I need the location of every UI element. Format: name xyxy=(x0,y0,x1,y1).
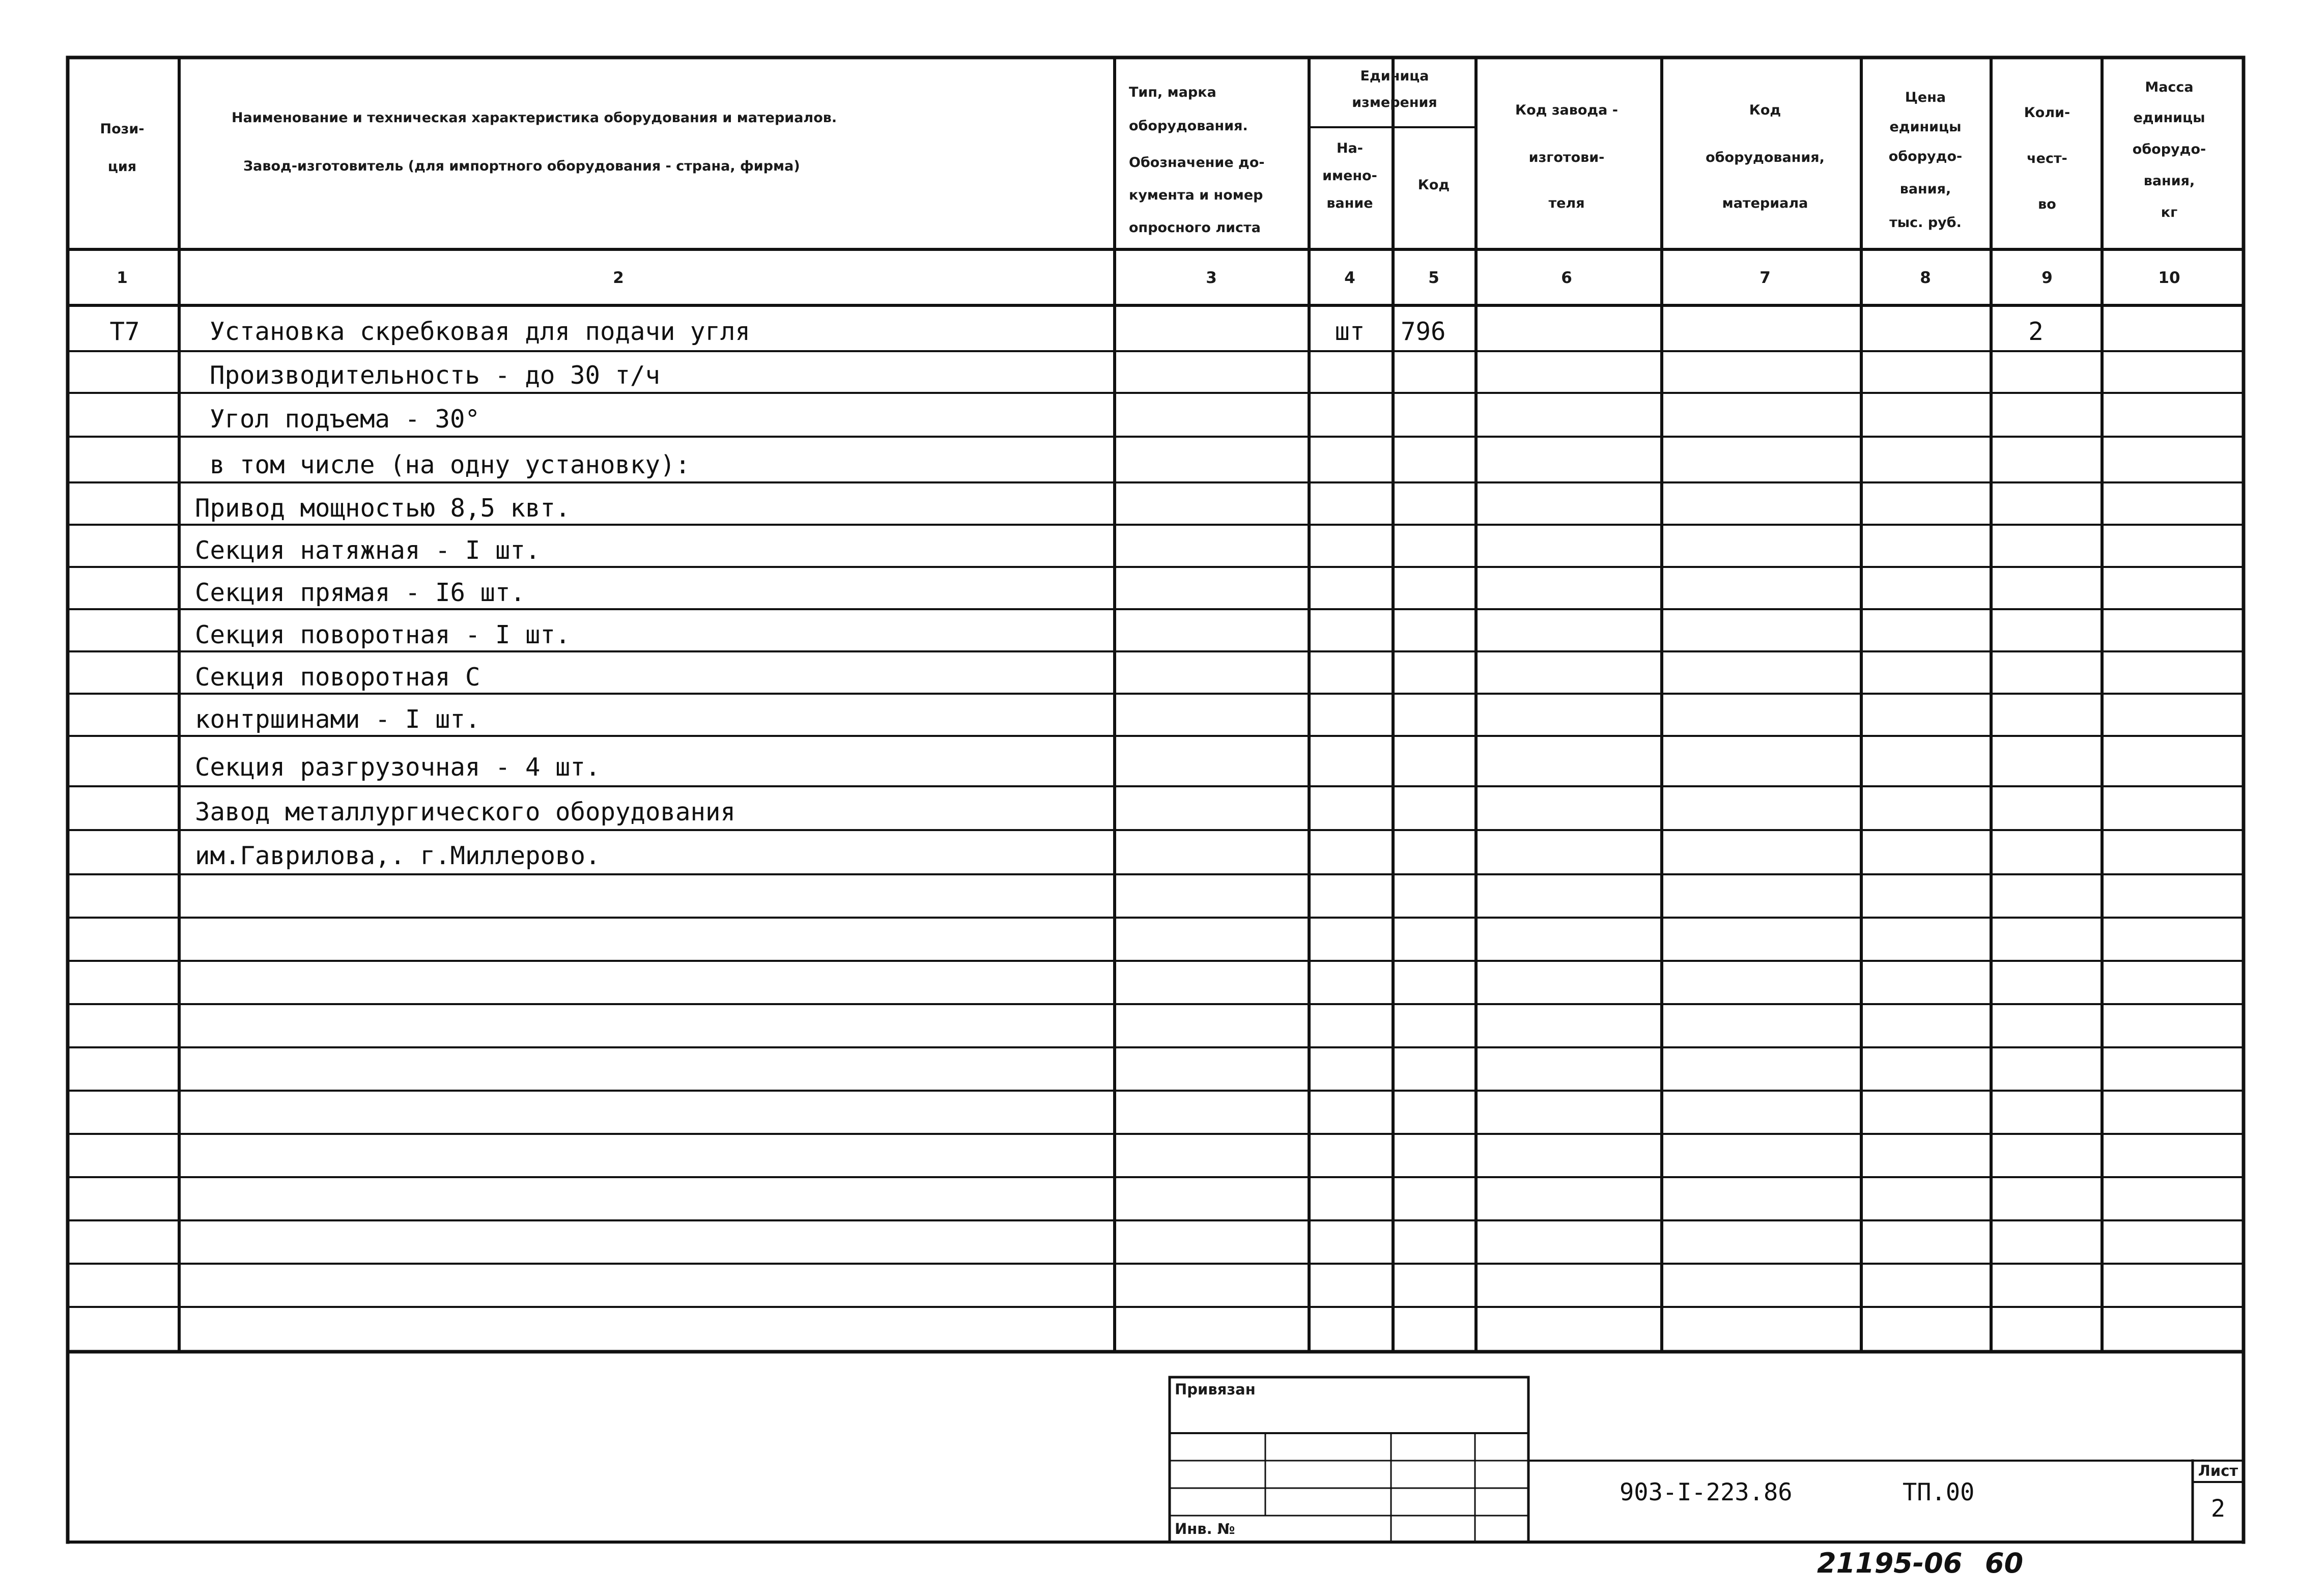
svg-text:единицы: единицы xyxy=(2133,110,2205,126)
svg-text:вания,: вания, xyxy=(2143,173,2195,189)
header-col3 xyxy=(1129,84,1265,236)
svg-text:измерения: измерения xyxy=(1352,95,1437,110)
description-cell: им.Гаврилова,. г.Миллерово. xyxy=(195,841,601,870)
svg-text:Коли-: Коли- xyxy=(2024,105,2070,121)
column-number-row xyxy=(117,269,2180,287)
column-number: 6 xyxy=(1561,269,1572,287)
svg-text:На-: На- xyxy=(1336,140,1364,156)
header-col10 xyxy=(2133,79,2206,220)
svg-text:оборудо-: оборудо- xyxy=(1888,149,1963,164)
svg-text:Обозначение до-: Обозначение до- xyxy=(1129,155,1265,170)
svg-text:теля: теля xyxy=(1548,195,1585,211)
header-col2 xyxy=(232,110,837,174)
header-col7 xyxy=(1706,102,1825,211)
description-cell: Секция прямая - I6 шт. xyxy=(195,578,526,607)
description-cell: Производительность - до 30 т/ч xyxy=(210,361,661,390)
quantity-cell: 2 xyxy=(2028,317,2043,346)
svg-text:тыс. руб.: тыс. руб. xyxy=(1889,215,1962,231)
sheet-code: ТП.00 xyxy=(1903,1478,1975,1506)
unit-code-cell: 796 xyxy=(1401,317,1446,346)
svg-text:чест-: чест- xyxy=(2027,151,2067,166)
svg-text:оборудования.: оборудования. xyxy=(1129,118,1248,134)
description-cell: Установка скребковая для подачи угля xyxy=(210,317,751,346)
svg-text:имено-: имено- xyxy=(1322,168,1377,184)
column-number: 7 xyxy=(1759,269,1771,287)
svg-text:Пози-: Пози- xyxy=(100,121,145,137)
svg-text:во: во xyxy=(2038,196,2056,212)
header-col9 xyxy=(2024,105,2070,212)
column-number: 4 xyxy=(1344,269,1355,287)
archive-page: 60 xyxy=(1985,1547,2024,1579)
svg-text:изготови-: изготови- xyxy=(1528,150,1605,165)
unit-name-cell: шт xyxy=(1335,317,1365,346)
description-cell: Угол подъема - 30° xyxy=(210,405,480,434)
sheet-number: 2 xyxy=(2210,1495,2226,1523)
description-cell: в том числе (на одну установку): xyxy=(210,450,691,479)
header-col4 xyxy=(1322,140,1377,211)
svg-text:Код: Код xyxy=(1749,102,1781,118)
description-cell: Привод мощностью 8,5 квт. xyxy=(195,494,571,523)
svg-text:ция: ция xyxy=(107,159,137,175)
svg-text:Масса: Масса xyxy=(2145,79,2194,95)
position-cell: Т7 xyxy=(109,317,140,346)
column-number: 9 xyxy=(2041,269,2053,287)
description-cell: контршинами - I шт. xyxy=(195,705,480,734)
column-number: 2 xyxy=(613,269,624,287)
svg-text:Единица: Единица xyxy=(1360,68,1429,84)
document-code: 903-I-223.86 xyxy=(1620,1478,1793,1506)
header-col6 xyxy=(1515,102,1618,211)
svg-text:материала: материала xyxy=(1722,195,1808,211)
description-cell: Секция поворотная С xyxy=(195,663,480,692)
header-col1 xyxy=(100,121,145,175)
sheet-label: Лист xyxy=(2198,1462,2238,1479)
svg-text:опросного листа: опросного листа xyxy=(1129,220,1261,236)
svg-text:оборудования,: оборудования, xyxy=(1706,150,1825,165)
svg-text:кг: кг xyxy=(2161,205,2178,220)
svg-text:Цена: Цена xyxy=(1905,90,1946,105)
archive-code: 21195-06 xyxy=(1817,1547,1963,1579)
header-col8 xyxy=(1889,90,1962,231)
description-cell: Секция поворотная - I шт. xyxy=(195,620,571,649)
svg-text:Код завода -: Код завода - xyxy=(1515,102,1618,118)
column-number: 5 xyxy=(1428,269,1439,287)
column-number: 3 xyxy=(1206,269,1217,287)
column-number: 8 xyxy=(1920,269,1931,287)
svg-text:вание: вание xyxy=(1326,195,1373,211)
table-row xyxy=(109,317,2043,346)
description-cell: Секция разгрузочная - 4 шт. xyxy=(195,753,601,782)
svg-text:Завод-изготовитель (для импорт: Завод-изготовитель (для импортного оборудования - страна, фирма) xyxy=(243,158,800,174)
header-col5: Код xyxy=(1417,177,1450,193)
description-cell: Завод металлургического оборудования xyxy=(195,797,736,826)
svg-text:Тип, марка: Тип, марка xyxy=(1129,84,1216,100)
svg-text:оборудо-: оборудо- xyxy=(2132,141,2206,157)
title-block xyxy=(1170,1377,2244,1542)
inventory-number-label: Инв. № xyxy=(1175,1520,1235,1537)
svg-text:кумента и номер: кумента и номер xyxy=(1129,187,1263,203)
column-number: 10 xyxy=(2158,269,2180,287)
column-number: 1 xyxy=(117,269,128,287)
svg-text:вания,: вания, xyxy=(1899,181,1951,197)
svg-text:единицы: единицы xyxy=(1889,119,1962,135)
description-cell: Секция натяжная - I шт. xyxy=(195,536,541,565)
privyazan-label: Привязан xyxy=(1175,1381,1256,1398)
svg-text:Наименование и техническая хар: Наименование и техническая характеристика оборудования и материалов. xyxy=(232,110,837,126)
